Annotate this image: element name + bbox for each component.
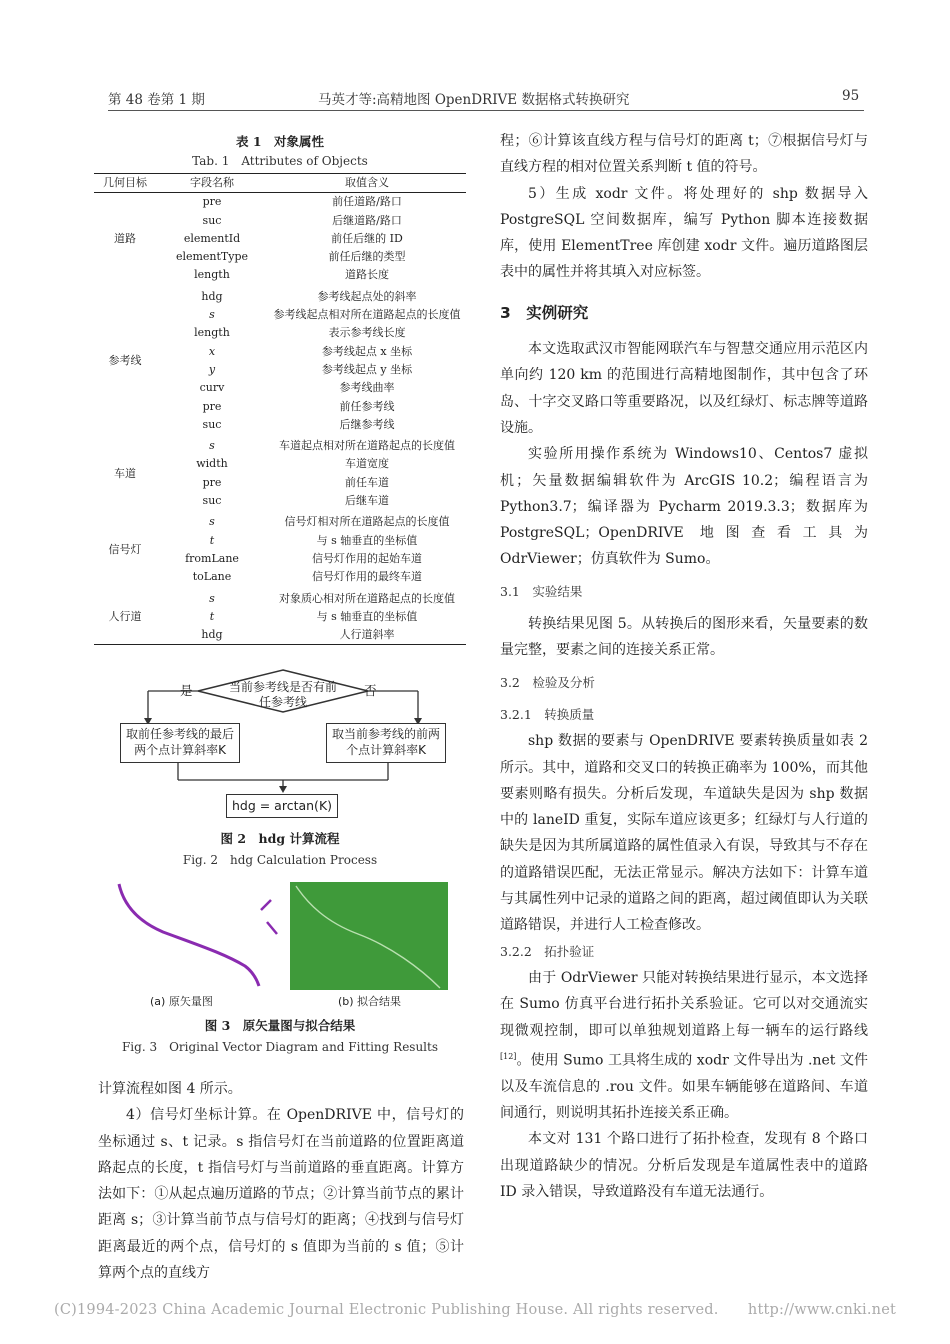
value-meaning-cell: 前任车道 — [345, 475, 389, 489]
paragraph: 计算流程如图 4 所示。 — [98, 1081, 242, 1097]
value-meaning-cell: 后继车道 — [345, 494, 389, 508]
field-name-cell: elementId — [183, 231, 241, 245]
fig3-caption-en: Fig. 3 Original Vector Diagram and Fitting Results — [121, 1040, 439, 1054]
fig2-caption-en: Fig. 2 hdg Calculation Process — [182, 853, 378, 867]
field-name-cell: s — [209, 308, 215, 322]
value-meaning-cell: 与 s 轴垂直的坐标值 — [316, 533, 418, 547]
value-meaning-cell: 后继参考线 — [339, 417, 395, 431]
value-meaning-cell: 信号灯作用的起始车道 — [312, 551, 422, 565]
table-header-cell: 字段名称 — [156, 174, 268, 193]
fitted-road-line — [296, 886, 440, 988]
field-name-cell: suc — [202, 494, 222, 508]
value-meaning-cell: 信号灯相对所在道路起点的长度值 — [284, 515, 450, 529]
table-header-cell: 取值含义 — [268, 174, 466, 193]
fig3-sublabel-b: (b) 拟合结果 — [338, 995, 402, 1008]
geometry-target-cell: 道路 — [114, 231, 136, 245]
section-heading: 3 实例研究 — [500, 303, 589, 322]
yes-label: 是 — [180, 683, 193, 698]
value-meaning-cell: 前任道路/路口 — [332, 195, 402, 209]
value-meaning-cell: 与 s 轴垂直的坐标值 — [316, 609, 418, 623]
value-meaning-cell: 参考线起点 y 坐标 — [321, 362, 413, 376]
field-name-cell: pre — [202, 475, 222, 489]
subsubsection-heading: 3.2.1 转换质量 — [500, 706, 595, 722]
value-meaning-cell: 前任参考线 — [339, 399, 395, 413]
field-name-cell: t — [209, 533, 215, 547]
field-name-cell: length — [194, 326, 230, 340]
value-meaning-cell: 车道起点相对所在道路起点的长度值 — [279, 439, 455, 453]
field-name-cell: s — [209, 439, 215, 453]
table-row — [94, 513, 466, 531]
table-row — [94, 437, 466, 455]
value-meaning-cell: 参考线曲率 — [339, 381, 395, 395]
subsection-heading: 3.2 检验及分析 — [500, 674, 595, 690]
value-meaning-cell: 前任后继的 ID — [331, 231, 403, 245]
value-meaning-cell: 信号灯作用的最终车道 — [312, 570, 422, 584]
paragraph: 4）信号灯坐标计算。在 OpenDRIVE 中，信号灯的坐标通过 s、t 记录。s 指信号灯在当前道路的位置距离道路起点的长度，t 指信号灯与当前道路的垂直距离。计算方法如下：①从起点遍历道路的节点；②计算当前节点的累计距离 s；③计算当前节点与信号灯的距离；④找到与信号灯距离最近的两个点，信号灯的 s 值即为当前的 s 值；⑤计算两个点的直线方 — [98, 1107, 464, 1282]
paragraph-part: 。使用 Sumo 工具将生成的 xodr 文件导出为 .net 文件以及车流信息的 .rou 文件。如果车辆能够在道路间、车道间通行，则说明其拓扑连接关系正确。 — [500, 1052, 868, 1122]
fig3-sublabel-a: (a) 原矢量图 — [150, 995, 213, 1008]
field-name-cell: curv — [199, 381, 225, 395]
paragraph: 本文对 131 个路口进行了拓扑检查，发现有 8 个路口出现道路缺少的情况。分析后发现是车道属性表中的道路 ID 录入错误，导致道路没有车道无法通行。 — [500, 1131, 868, 1200]
subsubsection-heading: 3.2.2 拓扑验证 — [500, 943, 595, 959]
page-number: 95 — [842, 88, 860, 104]
geometry-target-cell: 信号灯 — [108, 542, 142, 556]
paragraph: 实验所用操作系统为 Windows10、Centos7 虚拟机；矢量数据编辑软件为 ArcGIS 10.2；编程语言为 Python3.7；编译器为 Pycharm 2019.3.3；数据库为 PostgreSQL；OpenDRIVE 地图查看工具为 OdrViewer；仿真软件为 Sumo。 — [500, 446, 868, 568]
result-box: hdg = arctan(K) — [226, 794, 338, 818]
original-vector-panel — [113, 882, 283, 990]
left-column-text — [98, 1076, 464, 1286]
value-meaning-cell: 参考线起点 x 坐标 — [321, 344, 413, 358]
value-meaning-cell: 参考线起点处的斜率 — [317, 289, 417, 303]
table-row — [94, 193, 466, 212]
field-name-cell: hdg — [201, 289, 223, 303]
value-meaning-cell: 参考线起点相对所在道路起点的长度值 — [273, 308, 461, 322]
geometry-target-cell: 人行道 — [94, 590, 156, 645]
field-name-cell: s — [209, 515, 215, 529]
value-meaning-cell: 表示参考线长度 — [328, 326, 406, 340]
field-name-cell: suc — [202, 417, 222, 431]
geometry-target-cell: 车道 — [114, 466, 136, 480]
field-name-cell: t — [209, 609, 215, 623]
fitting-result-panel — [290, 882, 448, 990]
field-name-cell: x — [208, 344, 216, 358]
field-name-cell: toLane — [192, 570, 232, 584]
field-name-cell: width — [196, 457, 228, 471]
right-column-text — [500, 128, 868, 1205]
geometry-target-cell: 参考线 — [108, 353, 142, 367]
table1-caption-cn: 表 1 对象属性 — [235, 134, 325, 149]
field-name-cell: length — [194, 268, 230, 282]
paragraph — [500, 965, 868, 1126]
paragraph: 程；⑥计算该直线方程与信号灯的距离 t；⑦根据信号灯与直线方程的相对位置关系判断 t 值的符号。 — [500, 133, 868, 176]
vector-road-fragment — [261, 900, 277, 934]
right-process-box: 取当前参考线的前两个点计算斜率K — [326, 723, 446, 763]
arrow-head — [279, 786, 287, 793]
field-name-cell: y — [208, 362, 216, 376]
paragraph: 转换结果见图 5。从转换后的图形来看，矢量要素的数量完整，要素之间的连接关系正常。 — [500, 616, 868, 659]
running-title: 马英才等:高精地图 OpenDRIVE 数据格式转换研究 — [318, 92, 630, 108]
field-name-cell: elementType — [175, 250, 249, 264]
value-meaning-cell: 对象质心相对所在道路起点的长度值 — [279, 591, 455, 605]
header-rule — [108, 110, 864, 111]
value-meaning-cell: 人行道斜率 — [268, 626, 466, 645]
decision-text: 当前参考线是否有前任参考线 — [228, 680, 337, 709]
paragraph-part: 由于 OdrViewer 只能对转换结果进行显示，本文选择在 Sumo 仿真平台进行拓扑关系验证。它可以对交通流实现微观控制，即可以单独规划道路上每一辆车的运行路线 — [500, 969, 868, 1039]
field-name-cell: pre — [202, 195, 222, 209]
paragraph: shp 数据的要素与 OpenDRIVE 要素转换质量如表 2 所示。其中，道路和交叉口的转换正确率为 100%，而其他要素则略有损失。分析后发现，车道缺失是因为 shp 数据中的 laneID 重复，实际车道应该更多；红绿灯与人行道的缺失是因为其所属道路的属性值录入有误，导致其与不存在的道路错误匹配，无法正常显示。解决方法如下：计算车道与其属性列中记录的道路之间的距离，超过阈值即认为关联道路错误，并进行人工检查修改。 — [500, 733, 868, 934]
fig2-caption-cn: 图 2 hdg 计算流程 — [220, 831, 340, 846]
value-meaning-cell: 道路长度 — [345, 268, 389, 282]
field-name-cell: pre — [202, 399, 222, 413]
citation-ref[interactable]: [12] — [500, 1051, 517, 1061]
table1-caption-en: Tab. 1 Attributes of Objects — [192, 154, 368, 168]
table-header-cell: 几何目标 — [94, 174, 156, 193]
field-name-cell: hdg — [156, 626, 268, 645]
no-label: 否 — [364, 683, 377, 698]
value-meaning-cell: 后继道路/路口 — [332, 213, 402, 227]
value-meaning-cell: 车道宽度 — [345, 457, 389, 471]
table-row — [94, 288, 466, 306]
field-name-cell: s — [209, 591, 215, 605]
fitted-line-svg — [290, 882, 448, 990]
field-name-cell: suc — [202, 213, 222, 227]
subsection-heading: 3.1 实验结果 — [500, 583, 583, 599]
left-process-box: 取前任参考线的最后两个点计算斜率K — [120, 723, 240, 763]
fig3-caption-cn: 图 3 原矢量图与拟合结果 — [204, 1018, 356, 1033]
value-meaning-cell: 前任后继的类型 — [328, 250, 406, 264]
paragraph: 本文选取武汉市智能网联汽车与智慧交通应用示范区内单向约 120 km 的范围进行高精地图制作，其中包含了环岛、十字交叉路口等重要路况，以及红绿灯、标志牌等道路设施。 — [500, 341, 868, 436]
attributes-table — [94, 173, 466, 645]
copyright-footer: (C)1994-2023 China Academic Journal Electronic Publishing House. All rights reserved. http://www.cnki.net — [53, 1302, 897, 1318]
field-name-cell: fromLane — [185, 551, 239, 565]
table-row — [94, 590, 466, 608]
paragraph: 5）生成 xodr 文件。将处理好的 shp 数据导入 PostgreSQL 空间数据库，编写 Python 脚本连接数据库，使用 ElementTree 库创建 xodr 文件。遍历道路图层表中的属性并将其填入对应标签。 — [500, 185, 868, 281]
vector-road-line — [119, 884, 259, 986]
journal-issue: 第 48 卷第 1 期 — [108, 92, 205, 108]
